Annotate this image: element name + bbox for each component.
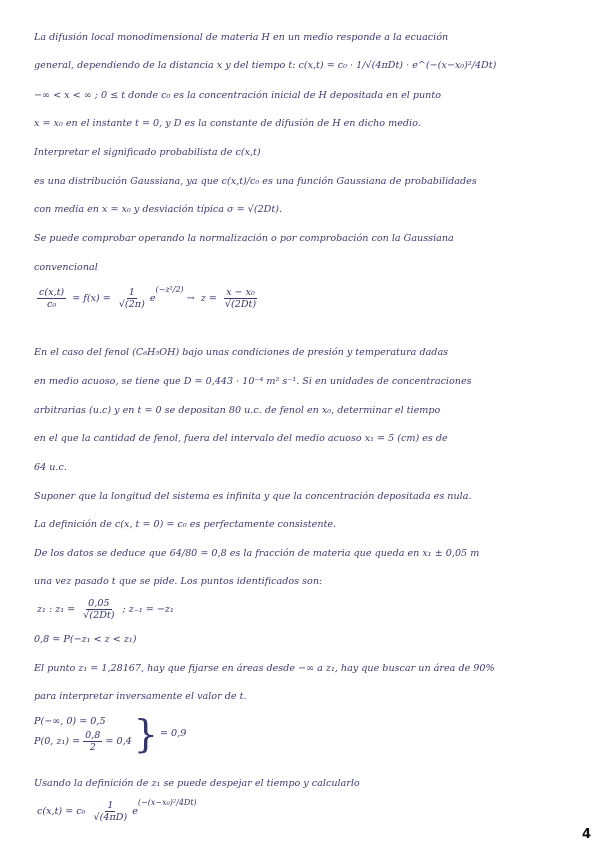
fraction: $\frac{1}{√(2\pi)}$ [118,287,145,310]
text-line: con media en x = x₀ y desviación típica σ = √(2Dt). [34,204,283,215]
text-line: Interpretar el significado probabilista de c(x,t) [34,147,261,158]
fraction: $\frac{c(x,t)}{\text{c₀}}$ [39,287,65,310]
text-line: una vez pasado t que se pide. Los puntos identificados son: [34,576,323,587]
area-sum-equation: P(−∞, 0) = 0,5 P(0, z₁) = $\frac{0,8}{2}$ = 0,4 } = 0,9 [34,711,187,756]
right-brace-icon: } [133,711,158,756]
text-line: La definición de c(x, t = 0) = c₀ es perfectamente consistente. [34,519,337,530]
z-definition-equation: z₁ : z₁ = $\frac{0,05}{√(2Dt)}$ ; z₋₁ = −z₁ [37,598,174,621]
text-line: De los datos se deduce que 64/80 = 0,8 es la fracción de materia que queda en x₁ ± 0,05 m [34,548,480,559]
text-line: general, dependiendo de la distancia x y del tiempo t: c(x,t) = c₀ · 1/√(4πDt) · e^(−(x−x₀)²/4Dt) [34,60,497,71]
text-line: Usando la definición de z₁ se puede despejar el tiempo y calcularlo [34,778,360,789]
text-line: La difusión local monodimensional de materia H en un medio responde a la ecuación [34,32,449,43]
text-line: 64 u.c. [34,462,67,473]
text-line: convencional [34,262,98,273]
text-line: El punto z₁ = 1,28167, hay que fijarse en áreas desde −∞ a z₁, hay que buscar un área de 90% [34,663,495,674]
text-line: para interpretar inversamente el valor de t. [34,691,247,702]
arrow-icon: → [186,293,195,304]
text-line: en medio acuoso, se tiene que D = 0,443 · 10⁻⁴ m² s⁻¹. Si en unidades de concentraciones [34,376,472,387]
text-line: es una distribución Gaussiana, ya que c(x,t)/c₀ es una función Gaussiana de probabilidades [34,176,477,187]
area-terms: P(−∞, 0) = 0,5 P(0, z₁) = $\frac{0,8}{2}$ = 0,4 [34,716,132,753]
text-line: Suponer que la longitud del sistema es infinita y que la concentración depositada es nula. [34,491,472,502]
fraction: $\frac{0,05}{√(2Dt)}$ [83,598,115,621]
fraction: $\frac{0,8}{2}$ [85,730,101,753]
gaussian-normalization-equation: $\frac{c(x,t)}{\text{c₀}}$ = f(x) = $\frac{1}{√(2\pi)}$ e (−z²/2) → z = $\frac{\text{x − x₀}}{√(2Dt)}$ [39,285,257,310]
text-line: arbitrarias (u.c) y en t = 0 se depositan 80 u.c. de fenol en x₀, determinar el tiempo [34,405,441,416]
probability-equation: 0,8 = P(−z₁ < z < z₁) [34,634,137,645]
diffusion-equation: c(x,t) = c₀ $\frac{1}{√(4\pi D)}$ e (−(x−x₀)²/4Dt) [37,798,197,823]
text-line: −∞ < x < ∞ ; 0 ≤ t donde c₀ es la concentración inicial de H depositada en el punto [34,90,441,101]
fraction: $\frac{1}{√(4\pi D)}$ [93,800,128,823]
text-line: En el caso del fenol (C₆H₅OH) bajo unas condiciones de presión y temperatura dadas [34,347,449,358]
text-line: x = x₀ en el instante t = 0, y D es la constante de difusión de H en dicho medio. [34,118,421,129]
text-line: Se puede comprobar operando la normalización o por comprobación con la Gaussiana [34,233,454,244]
fraction: $\frac{\text{x − x₀}}{√(2Dt)}$ [224,287,257,310]
page-number: 4 [581,827,591,842]
text-line: en el que la cantidad de fenol, fuera del intervalo del medio acuoso x₁ = 5 (cm) es de [34,433,448,444]
